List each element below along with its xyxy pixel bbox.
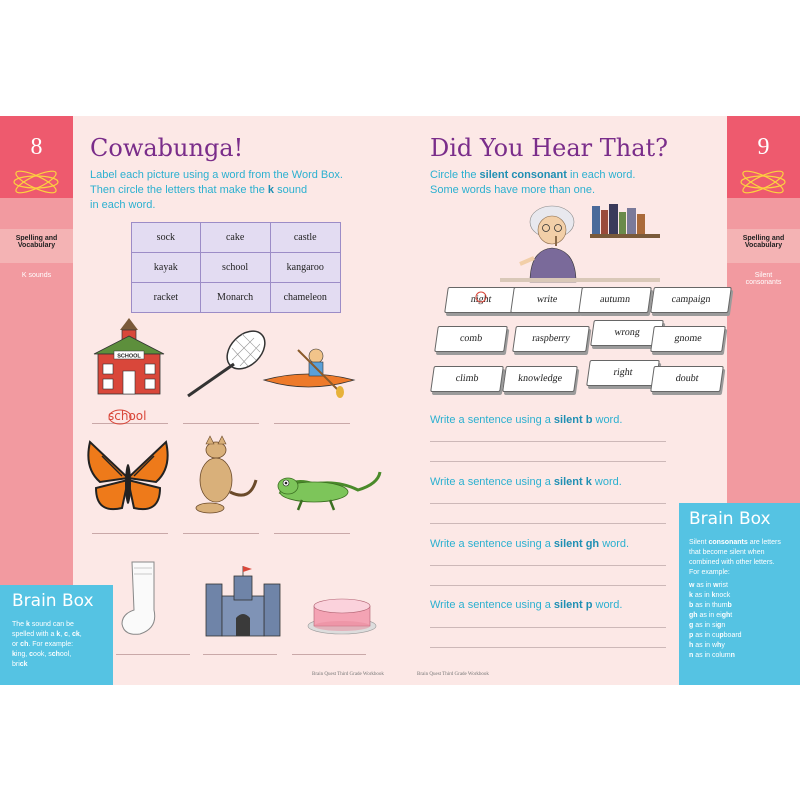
tab-strip-lower xyxy=(727,263,800,503)
atom-orbit-icon xyxy=(11,172,61,192)
section-label-left xyxy=(0,229,73,263)
page-number-tab-right xyxy=(727,116,800,198)
cake-picture xyxy=(306,592,378,636)
brain-box-title: Brain Box xyxy=(12,591,94,611)
section-label-right xyxy=(727,229,800,263)
writing-line[interactable] xyxy=(430,523,666,524)
example-line: g as in sign xyxy=(689,622,726,629)
section-sublabel: K sounds xyxy=(21,272,52,279)
chameleon-picture xyxy=(274,466,384,516)
sentence-prompt: Write a sentence using a silent p word. xyxy=(430,599,623,611)
answer-line[interactable] xyxy=(183,533,259,534)
example-line: b as in thumb xyxy=(689,602,732,609)
writing-line[interactable] xyxy=(430,503,666,504)
sentence-prompt: Write a sentence using a silent gh word. xyxy=(430,538,630,550)
word-box-cell: castle xyxy=(270,223,341,253)
librarian-picture xyxy=(500,200,660,282)
writing-line[interactable] xyxy=(430,585,666,586)
sock-picture xyxy=(118,558,170,640)
tab-strip xyxy=(0,198,73,229)
answer-line[interactable] xyxy=(203,654,277,655)
kangaroo-picture xyxy=(186,432,258,518)
word-box-cell: sock xyxy=(132,223,201,253)
brain-box-text: The k sound can be spelled with a k, c, ck, or ch. For example: king, cook, school, brick xyxy=(12,621,82,668)
word-box-cell: chameleon xyxy=(270,283,341,313)
book-word[interactable]: write xyxy=(510,287,584,313)
book-word[interactable]: campaign xyxy=(650,287,732,313)
instruction-line: Some words have more than one. xyxy=(430,184,596,196)
svg-text:SCHOOL: SCHOOL xyxy=(117,353,141,360)
answer-line[interactable] xyxy=(92,533,168,534)
writing-line[interactable] xyxy=(430,461,666,462)
word-box xyxy=(131,222,341,313)
book-word[interactable]: gnome xyxy=(650,326,726,352)
racket-picture xyxy=(180,324,275,400)
circle-mark-icon xyxy=(474,290,488,304)
tab-strip-lower xyxy=(0,263,73,585)
book-word[interactable]: climb xyxy=(430,366,504,392)
answer-line[interactable] xyxy=(274,423,350,424)
example-line: h as in why xyxy=(689,642,725,649)
instructions xyxy=(430,168,635,198)
word-box-cell: racket xyxy=(132,283,201,313)
footer-text: Brain Quest Third Grade Workbook xyxy=(417,672,489,677)
sentence-prompt: Write a sentence using a silent b word. xyxy=(430,414,623,426)
page-title: Cowabunga! xyxy=(90,134,244,162)
example-line: w as in wrist xyxy=(689,582,728,589)
writing-line[interactable] xyxy=(430,647,666,648)
schoolhouse-picture xyxy=(90,316,168,398)
word-box-cell: school xyxy=(200,253,270,283)
instruction-line: Then circle the letters that make the k sound xyxy=(90,184,308,196)
kayak-picture xyxy=(262,342,357,402)
atom-orbit-icon xyxy=(738,172,788,192)
book-word[interactable]: night xyxy=(444,287,518,313)
brain-box-text: Silent consonants are letters that become silent when combined with other letters. For example: w as in wrist k as in knock b as in thumb gh as in eight g as in sign p as in cupboard h as in why n as in column xyxy=(689,539,781,659)
instruction-line: Label each picture using a word from the Word Box. xyxy=(90,169,343,181)
writing-line[interactable] xyxy=(430,565,666,566)
example-line: gh as in eight xyxy=(689,612,733,619)
sentence-prompt: Write a sentence using a silent k word. xyxy=(430,476,622,488)
section-label-line: Vocabulary xyxy=(17,242,56,249)
footer-text: Brain Quest Third Grade Workbook xyxy=(312,672,384,677)
book-word[interactable]: wrong xyxy=(590,320,664,346)
page-number: 8 xyxy=(30,134,43,160)
book-word[interactable]: doubt xyxy=(650,366,724,392)
book-word[interactable]: autumn xyxy=(578,287,652,313)
butterfly-picture xyxy=(82,438,174,520)
example-answer: school xyxy=(108,409,147,423)
circle-mark-icon xyxy=(106,408,136,426)
tab-strip xyxy=(727,198,800,229)
answer-line[interactable] xyxy=(274,533,350,534)
brain-box-title: Brain Box xyxy=(689,509,771,529)
book-word[interactable]: comb xyxy=(434,326,508,352)
book-word[interactable]: right xyxy=(586,360,660,386)
word-box-cell: Monarch xyxy=(200,283,270,313)
answer-line[interactable] xyxy=(183,423,259,424)
instructions xyxy=(90,168,343,213)
instruction-line: Circle the silent consonant in each word. xyxy=(430,169,636,181)
word-box-cell: kangaroo xyxy=(270,253,341,283)
word-box-cell: cake xyxy=(200,223,270,253)
castle-picture xyxy=(200,566,286,642)
answer-line[interactable] xyxy=(116,654,190,655)
example-line: n as in column xyxy=(689,652,735,659)
answer-line[interactable] xyxy=(292,654,366,655)
word-box-cell: kayak xyxy=(132,253,201,283)
writing-line[interactable] xyxy=(430,627,666,628)
book-word[interactable]: knowledge xyxy=(502,366,578,392)
page-title: Did You Hear That? xyxy=(430,134,669,162)
writing-line[interactable] xyxy=(430,441,666,442)
section-label-line: Spelling and xyxy=(742,235,785,242)
page-number-tab-left xyxy=(0,116,73,198)
section-sublabel: Silent consonants xyxy=(745,272,782,286)
instruction-line: in each word. xyxy=(90,199,156,211)
example-line: k as in knock xyxy=(689,592,731,599)
section-label-line: Vocabulary xyxy=(744,242,783,249)
section-label-line: Spelling and xyxy=(15,235,58,242)
book-word[interactable]: raspberry xyxy=(512,326,590,352)
example-line: p as in cupboard xyxy=(689,632,742,639)
page-number: 9 xyxy=(757,134,770,160)
